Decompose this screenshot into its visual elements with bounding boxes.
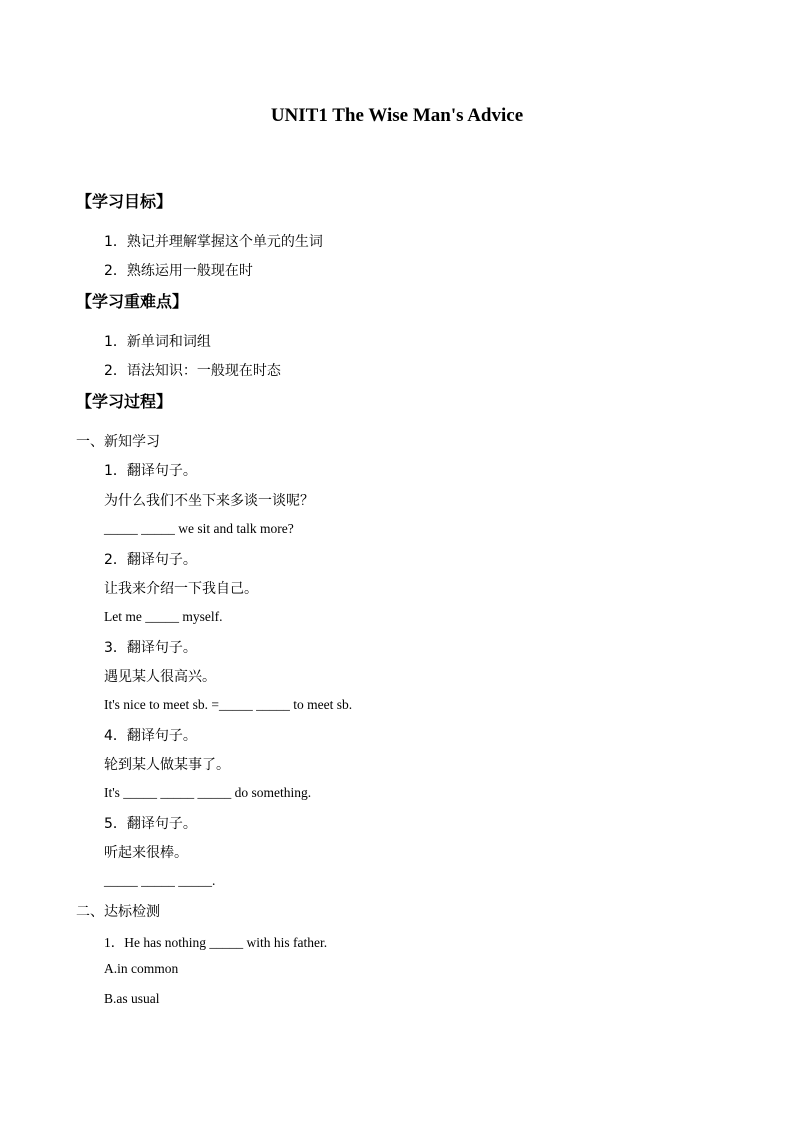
question-4-chinese: 轮到某人做某事了。 [104, 757, 230, 773]
question-1-english: _____ _____ we sit and talk more? [104, 521, 294, 536]
question-2-label: 2．翻译句子。 [104, 552, 197, 568]
question-3-label: 3．翻译句子。 [104, 640, 197, 656]
part-heading-new-knowledge: 一、新知学习 [76, 434, 160, 450]
section-heading-objectives: 【学习目标】 [76, 192, 173, 211]
objective-item-2: 2．熟练运用一般现在时 [104, 263, 253, 279]
assessment-question-1: 1．He has nothing _____ with his father. [104, 935, 328, 950]
assessment-option-b: B.as usual [104, 991, 160, 1006]
assessment-option-a: A.in common [104, 961, 179, 976]
section-heading-key-points: 【学习重难点】 [76, 292, 189, 311]
question-2-chinese: 让我来介绍一下我自己。 [104, 581, 258, 597]
question-3-chinese: 遇见某人很高兴。 [104, 669, 216, 685]
question-5-english: _____ _____ _____. [104, 873, 216, 888]
question-5-label: 5．翻译句子。 [104, 816, 197, 832]
part-heading-assessment: 二、达标检测 [76, 904, 160, 920]
question-5-chinese: 听起来很棒。 [104, 845, 188, 861]
question-2-english: Let me _____ myself. [104, 609, 223, 624]
key-point-item-2: 2．语法知识：一般现在时态 [104, 363, 281, 379]
question-1-chinese: 为什么我们不坐下来多谈一谈呢？ [104, 493, 314, 509]
question-4-label: 4．翻译句子。 [104, 728, 197, 744]
question-3-english: It's nice to meet sb. =_____ _____ to meet sb. [104, 697, 353, 712]
question-1-label: 1．翻译句子。 [104, 463, 197, 479]
section-heading-process: 【学习过程】 [76, 392, 173, 411]
objective-item-1: 1．熟记并理解掌握这个单元的生词 [104, 234, 323, 250]
key-point-item-1: 1．新单词和词组 [104, 334, 211, 350]
document-title: UNIT1 The Wise Man's Advice [270, 105, 524, 126]
question-4-english: It's _____ _____ _____ do something. [104, 785, 312, 800]
